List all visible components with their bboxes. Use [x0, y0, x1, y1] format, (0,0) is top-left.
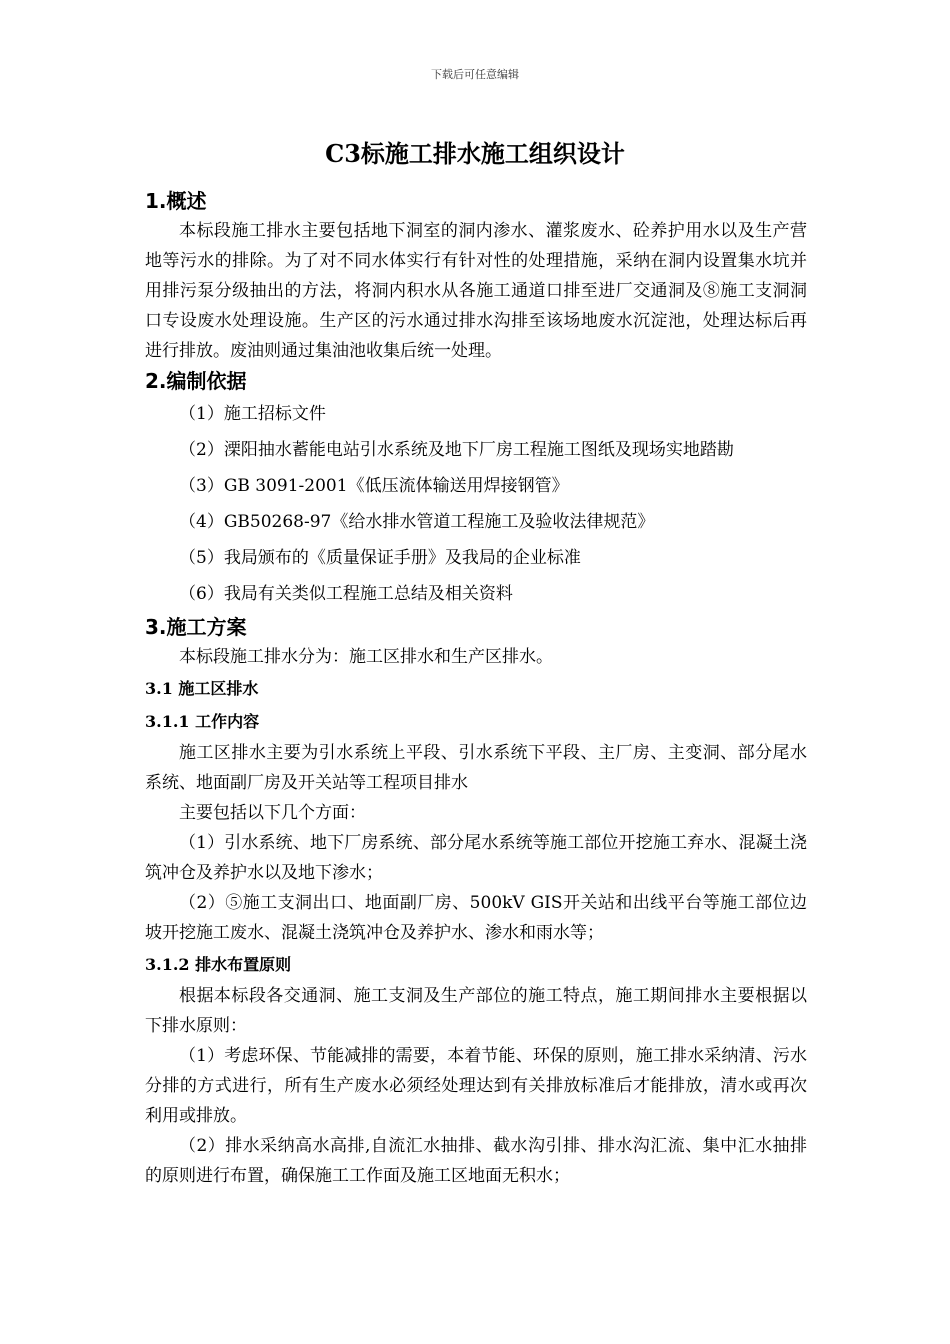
basis-item: （3）GB 3091-2001《低压流体输送用焊接钢管》	[179, 476, 569, 496]
work-content-paragraph: 主要包括以下几个方面：	[179, 803, 366, 823]
work-content-paragraph: 施工区排水主要为引水系统上平段、引水系统下平段、主厂房、主变洞、部分尾水系统、地面副厂房及开关站等工程项目排水	[145, 743, 807, 793]
principle-paragraph: 根据本标段各交通洞、施工支洞及生产部位的施工特点，施工期间排水主要根据以下排水原则：	[145, 986, 807, 1036]
overview-paragraph: 本标段施工排水主要包括地下洞室的洞内渗水、灌浆废水、砼养护用水以及生产营地等污水的排除。为了对不同水体实行有针对性的处理措施，采纳在洞内设置集水坑并用排污泵分级抽出的方法，将洞内积水从各施工通道口排至进厂交通洞及⑧施工支洞洞口专设废水处理设施。生产区的污水通过排水沟排至该场地废水沉淀池，处理达标后再进行排放。废油则通过集油池收集后统一处理。	[145, 221, 807, 361]
basis-item: （1）施工招标文件	[179, 404, 326, 424]
section-heading-overview: 1.概述	[145, 189, 207, 213]
header-note: 下载后可任意编辑	[431, 68, 519, 81]
basis-item: （5）我局颁布的《质量保证手册》及我局的企业标准	[179, 548, 581, 568]
subsection-heading-3-1-1: 3.1.1 工作内容	[145, 712, 260, 731]
work-content-paragraph: （2）⑤施工支洞出口、地面副厂房、500kV GIS开关站和出线平台等施工部位边坡开挖施工废水、混凝土浇筑冲仓及养护水、渗水和雨水等；	[145, 893, 807, 943]
subsection-heading-3-1: 3.1 施工区排水	[145, 679, 259, 698]
section-heading-basis: 2.编制依据	[145, 369, 247, 393]
basis-item: （4）GB50268-97《给水排水管道工程施工及验收法律规范》	[179, 512, 655, 532]
section-heading-plan: 3.施工方案	[145, 615, 247, 639]
principle-paragraph: （1）考虑环保、节能减排的需要，本着节能、环保的原则，施工排水采纳清、污水分排的方式进行，所有生产废水必须经处理达到有关排放标准后才能排放，清水或再次利用或排放。	[145, 1046, 807, 1126]
basis-list	[145, 396, 807, 612]
document-title: C3标施工排水施工组织设计	[325, 139, 625, 168]
document-body	[145, 186, 807, 1191]
basis-item: （2）溧阳抽水蓄能电站引水系统及地下厂房工程施工图纸及现场实地踏勘	[179, 440, 734, 460]
subsection-heading-3-1-2: 3.1.2 排水布置原则	[145, 955, 292, 974]
principle-paragraph: （2）排水采纳高水高排,自流汇水抽排、截水沟引排、排水沟汇流、集中汇水抽排的原则进行布置，确保施工工作面及施工区地面无积水；	[145, 1136, 807, 1186]
basis-item: （6）我局有关类似工程施工总结及相关资料	[179, 584, 513, 604]
plan-intro-paragraph: 本标段施工排水分为：施工区排水和生产区排水。	[179, 647, 553, 667]
work-content-paragraph: （1）引水系统、地下厂房系统、部分尾水系统等施工部位开挖施工弃水、混凝土浇筑冲仓及养护水以及地下渗水；	[145, 833, 807, 883]
